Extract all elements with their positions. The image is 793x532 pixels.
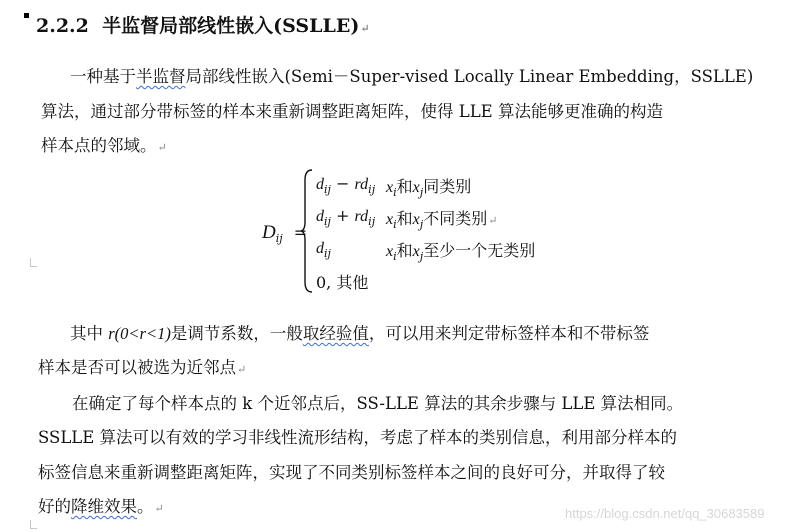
para2-line2 — [38, 354, 246, 378]
case3-d-sub: ij — [324, 247, 331, 260]
para3-line2: SSLLE 算法可以有效的学习非线性流形结构，考虑了样本的类别信息，利用部分样本的 — [38, 428, 678, 447]
margin-corner-mark-bottom — [30, 520, 37, 529]
cond3-and: 和 — [396, 241, 413, 260]
para2-line1 — [70, 320, 649, 344]
para1-line3 — [41, 132, 167, 156]
left-brace-icon — [300, 168, 314, 294]
para3-text-c: 。 — [137, 497, 154, 516]
para3-line3: 标签信息来重新调整距离矩阵，实现了不同类别标签样本之间的良好可分，并取得了较 — [38, 463, 665, 482]
section-heading — [36, 11, 370, 38]
formula-lhs-symbol: D — [262, 222, 276, 243]
para2-text-a: 其中 — [70, 324, 103, 343]
section-number: 2.2.2 — [36, 15, 89, 37]
para1-line2: 算法，通过部分带标签的样本来重新调整距离矩阵，使得 LLE 算法能够更准确的构造 — [41, 102, 663, 121]
formula-cond-1 — [386, 174, 471, 199]
para1-text-c: 局部线性嵌入(Semi－Super-vised Locally Linear Embedding，SSLLE) — [185, 67, 754, 86]
cond1-xi: x — [386, 179, 394, 196]
paragraph-mark-icon: ↵ — [237, 363, 247, 376]
para2-text-d: ，可以用来判定带标签样本和不带标签 — [368, 324, 650, 343]
formula-cond-2 — [386, 206, 497, 231]
para3-text-a: 好的 — [38, 497, 71, 516]
para1-spellcheck-word: 半监督 — [136, 67, 186, 86]
paragraph-mark-icon: ↵ — [488, 214, 498, 227]
case1-rd: rd — [354, 176, 369, 193]
cond2-xi-sub: i — [393, 218, 397, 231]
cond3-text: 至少一个无类别 — [423, 241, 536, 260]
case2-rd-sub: ij — [368, 215, 376, 228]
para2-italic-r: r(0<r<1) — [108, 324, 171, 343]
case2-d: d — [316, 208, 324, 225]
cond3-xi: x — [386, 243, 394, 260]
cond2-xj: x — [412, 211, 420, 228]
paragraph-mark-icon: ↵ — [154, 502, 164, 515]
case1-d-sub: ij — [324, 183, 331, 196]
cond1-xj: x — [412, 179, 420, 196]
heading-bullet — [24, 13, 29, 18]
watermark-text: https://blog.csdn.net/qq_30683589 — [565, 506, 765, 521]
para3-line1: 在确定了每个样本点的 k 个近邻点后，SS-LLE 算法的其余步骤与 LLE 算法相同。 — [72, 394, 684, 413]
para1-text-a: 一种基于 — [70, 67, 136, 86]
case3-d: d — [316, 240, 324, 257]
case2-rd: rd — [354, 208, 369, 225]
para1-line1 — [70, 63, 753, 87]
formula-lhs-sub: ij — [275, 232, 283, 245]
para3-spellcheck-word: 降维效果 — [71, 497, 137, 516]
paragraph-mark-icon: ↵ — [360, 22, 370, 35]
case2-d-sub: ij — [324, 215, 331, 228]
case1-op: − — [336, 174, 350, 193]
case1-d: d — [316, 176, 324, 193]
para2-spellcheck-word: 取经验值 — [302, 324, 369, 343]
para1-text-end: 样本点的邻域。 — [41, 136, 157, 155]
cond2-xj-sub: j — [419, 218, 424, 231]
formula-case-3 — [316, 238, 331, 260]
para2-text-b: 是调节系数，一般 — [170, 324, 303, 343]
cond3-xj: x — [412, 243, 420, 260]
formula-equals: = — [293, 223, 308, 242]
case2-op: + — [336, 206, 350, 225]
formula-case-4: 0, 其他 — [316, 273, 369, 292]
formula-case-2 — [316, 206, 375, 228]
cond2-xi: x — [386, 211, 394, 228]
cond1-and: 和 — [396, 177, 413, 196]
para3-line4 — [38, 493, 164, 517]
cond1-xi-sub: i — [393, 186, 397, 199]
cond2-text: 不同类别 — [423, 209, 488, 228]
cond1-xj-sub: j — [419, 186, 424, 199]
cond1-text: 同类别 — [423, 177, 472, 196]
margin-corner-mark — [30, 258, 37, 267]
case1-rd-sub: ij — [368, 183, 376, 196]
formula-case-1 — [316, 174, 375, 196]
cond3-xi-sub: i — [393, 250, 397, 263]
para2-text-end: 样本是否可以被选为近邻点 — [38, 358, 236, 377]
paragraph-mark-icon: ↵ — [157, 141, 167, 154]
cond3-xj-sub: j — [419, 250, 424, 263]
cond2-and: 和 — [396, 209, 413, 228]
formula-cond-3 — [386, 238, 535, 263]
section-title: 半监督局部线性嵌入(SSLLE) — [102, 15, 360, 37]
